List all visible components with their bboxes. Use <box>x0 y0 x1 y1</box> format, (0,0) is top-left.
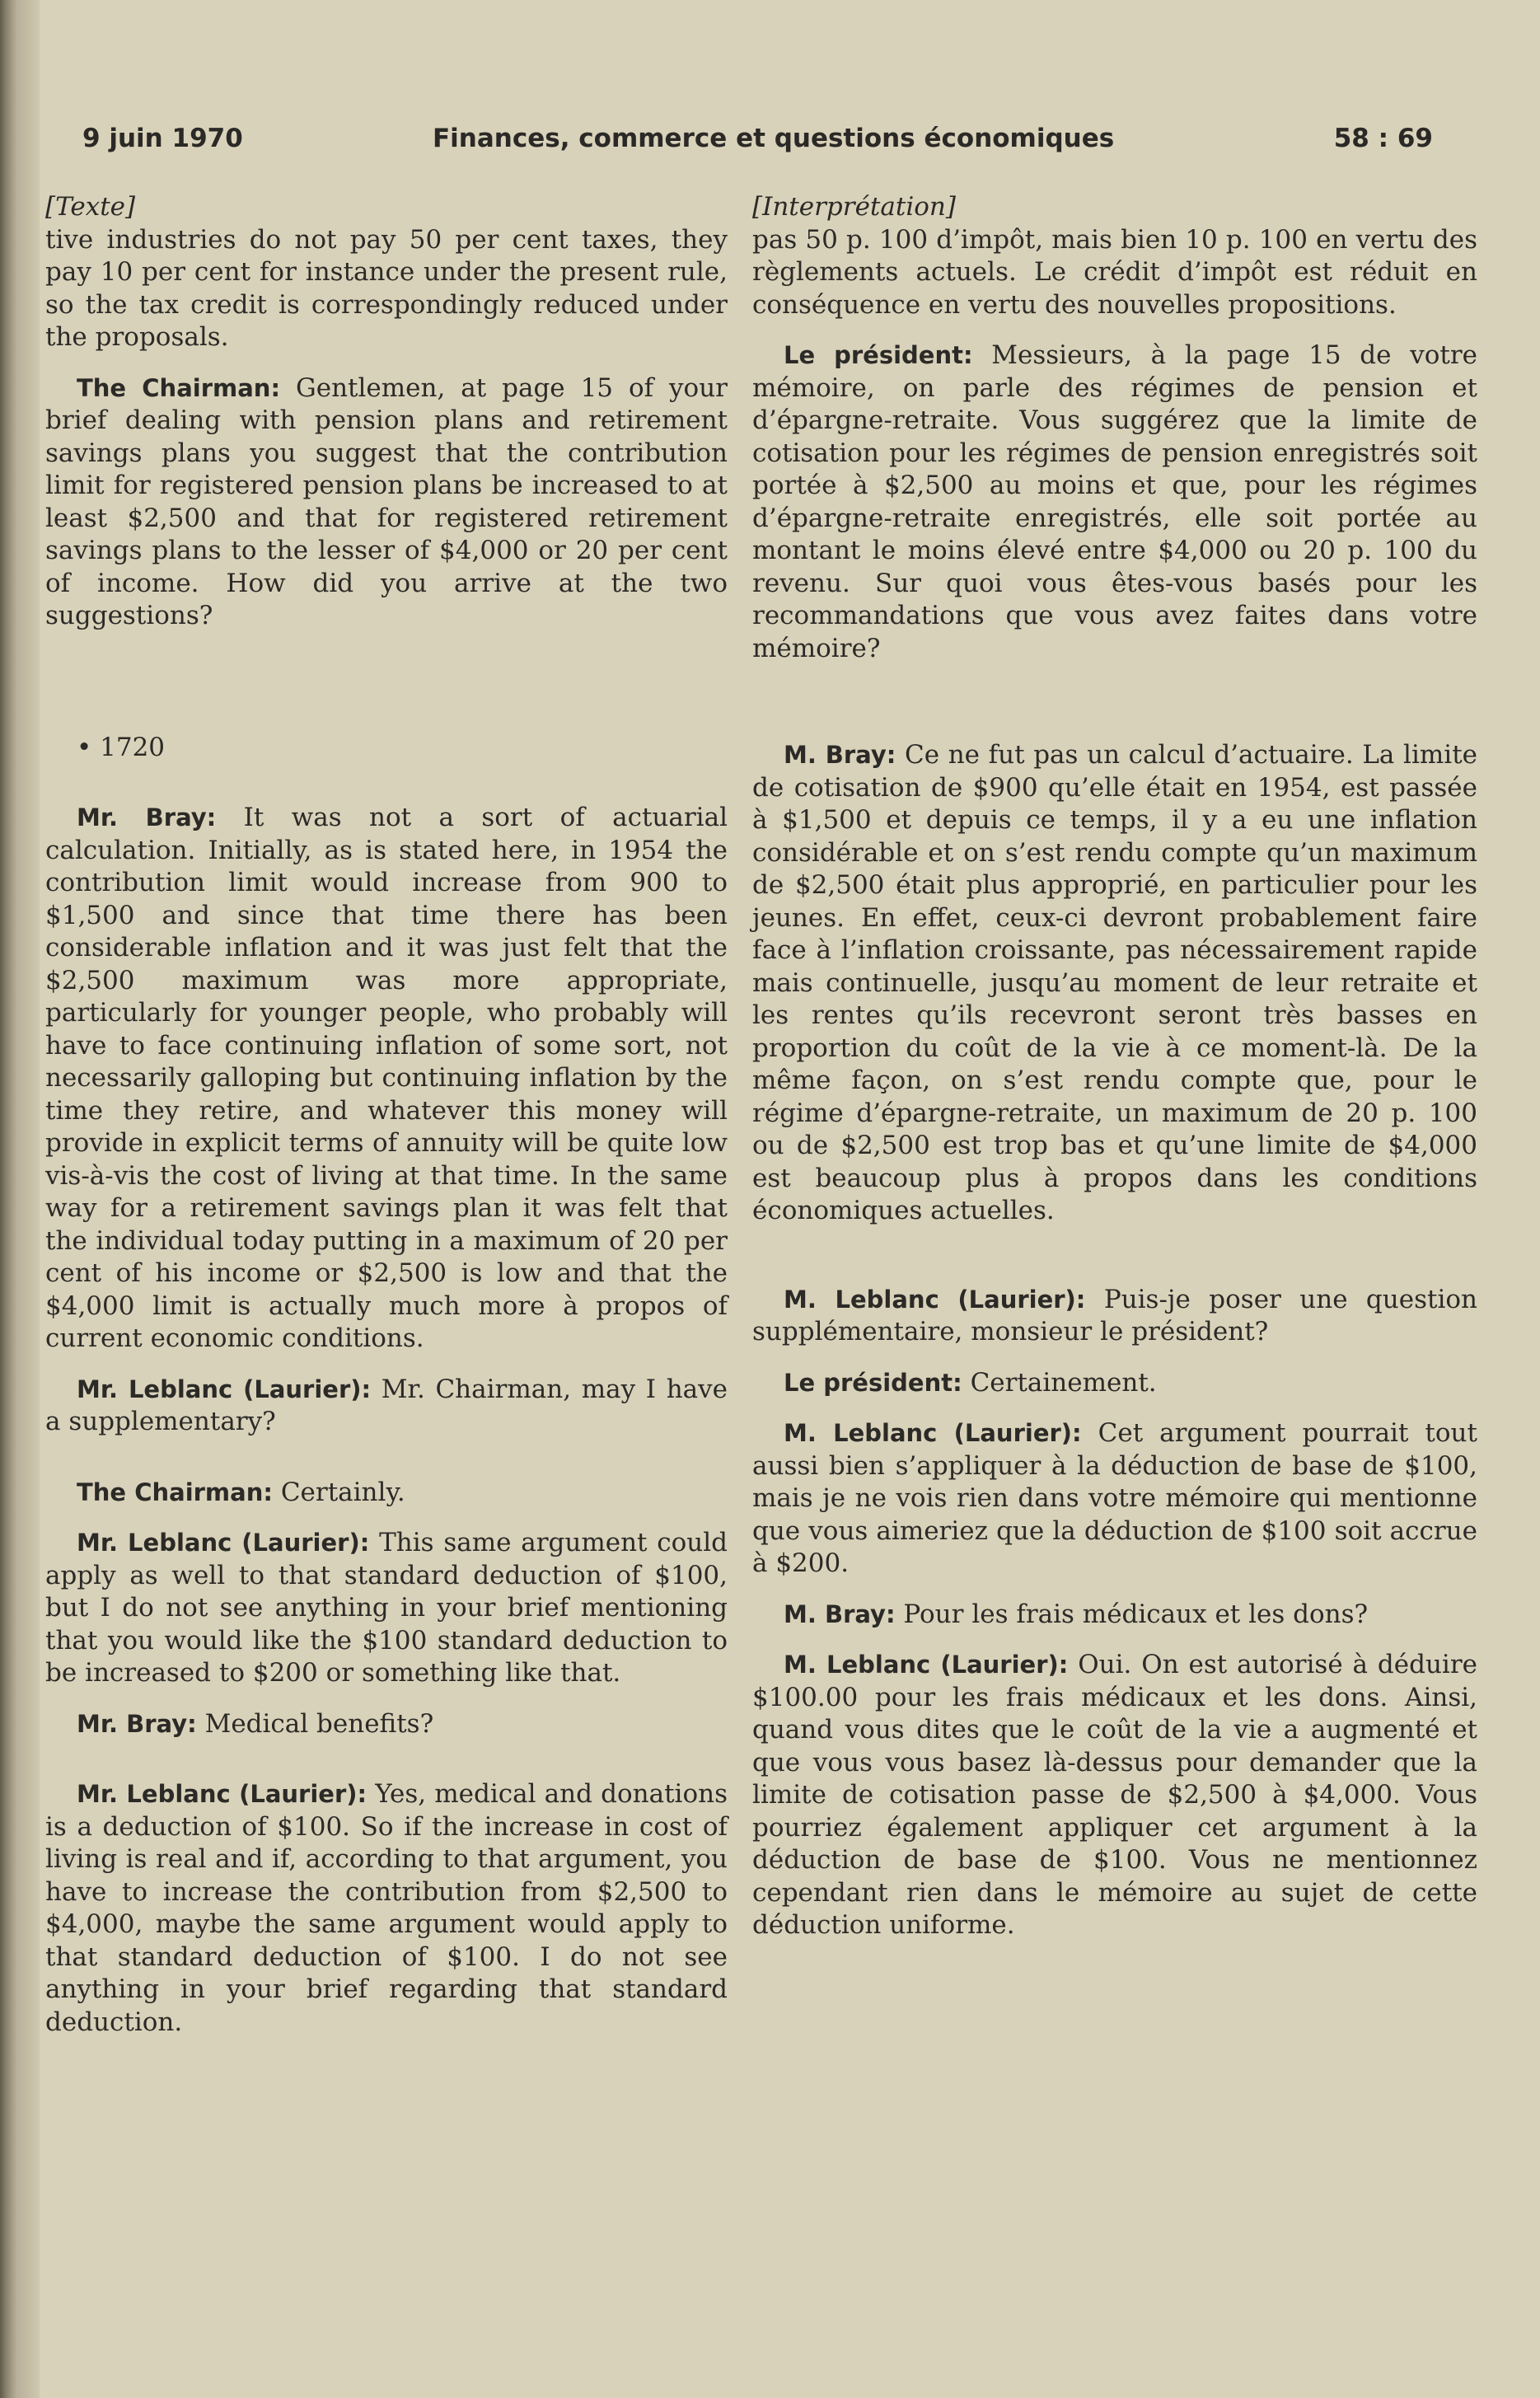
speech-text: Gentlemen, at page 15 of your brief dealing with pension plans and retirement savings plans you suggest that the contribution limit for registered pension plans be increased to at least $2,500 and that for registered retirement savings plans to the lesser of $4,000 or 20 per cent of income. How did you arrive at the two suggestions? <box>45 372 728 630</box>
speech-text: Messieurs, à la page 15 de votre mémoire, on parle des régimes de pension et d’épargne-retraite. Vous suggérez que la limite de cotisation pour les régimes de pension enregistrés soit portée à $2,500 au moins et que, pour les régimes d’épargne-retraite enregistrés, elle soit portée au montant le moins élevé entre $4,000 ou 20 p. 100 du revenu. Sur quoi vous êtes-vous basés pour les recommandations que vous avez faites dans votre mémoire? <box>752 340 1477 663</box>
speaker-name: M. Leblanc (Laurier): <box>784 1419 1082 1447</box>
french-paragraph-8 <box>752 1649 1477 1942</box>
french-column <box>752 191 1477 1960</box>
english-paragraph-1: tive industries do not pay 50 per cent taxes, they pay 10 per cent for instance under the present rule, so the tax credit is correspondingly reduced under the proposals. <box>45 224 728 352</box>
french-paragraph-1: pas 50 p. 100 d’impôt, mais bien 10 p. 100 en vertu des règlements actuels. Le crédit d’impôt est réduit en conséquence en vertu des nouvelles propositions. <box>752 224 1477 320</box>
speaker-name: Mr. Bray: <box>77 803 217 831</box>
speaker-name: M. Bray: <box>784 1599 896 1628</box>
english-paragraph-2 <box>45 372 728 633</box>
speaker-name: M. Bray: <box>784 741 896 769</box>
french-paragraph-2 <box>752 340 1477 665</box>
english-column-label: [Texte] <box>45 192 136 222</box>
time-marker: • 1720 <box>77 732 166 762</box>
speech-text: Certainement. <box>962 1367 1157 1398</box>
speech-text: Mr. Chairman, may I have a supplementary? <box>45 1374 728 1436</box>
speaker-name: Mr. Leblanc (Laurier): <box>77 1529 370 1557</box>
page-header <box>82 124 1433 165</box>
english-column <box>45 191 728 2057</box>
english-paragraph-5 <box>45 1477 728 1510</box>
book-spine-edge <box>0 0 40 2398</box>
french-paragraph-7 <box>752 1599 1477 1632</box>
speaker-name: Le président: <box>784 1368 962 1397</box>
speech-text: Medical benefits? <box>196 1708 434 1739</box>
french-paragraph-5 <box>752 1367 1477 1400</box>
speech-text: Certainly. <box>272 1477 405 1507</box>
speech-text: This same argument could apply as well to that standard deduction of $100, but I do not see anything in your brief mentioning that you would like the $100 standard deduction to be increased to $200 or something like that. <box>45 1528 728 1688</box>
english-paragraph-8 <box>45 1778 728 2039</box>
speech-text: Ce ne fut pas un calcul d’actuaire. La limite de cotisation de $900 qu’elle était en 1954, est passée à $1,500 et depuis ce temps, il y a eu une inflation considérable et on s’est rendu compte qu’un maximum de $2,500 était plus approprié, en particulier pour les jeunes. En effet, ceux-ci devront probablement faire face à l’inflation croissante, pas nécessairement rapide mais continuelle, jusqu’au moment de leur retraite et les rentes qu’ils recevront seront très basses en proportion du coût de la vie à ce moment-là. De la même façon, on s’est rendu compte que, pour le régime d’épargne-retraite, un maximum de 20 p. 100 ou de $2,500 est trop bas et qu’une limite de $4,000 est beaucoup plus à propos dans les conditions économiques actuelles. <box>752 740 1478 1225</box>
speaker-name: M. Leblanc (Laurier): <box>784 1651 1069 1679</box>
header-title: Finances, commerce et questions économiques <box>433 124 1115 153</box>
english-paragraph-7 <box>45 1708 728 1741</box>
speaker-name: The Chairman: <box>77 1478 273 1506</box>
document-page <box>40 0 1540 2398</box>
speech-text: Yes, medical and donations is a deduction of $100. So if the increase in cost of living is real and if, according to that argument, you have to increase the contribution from $2,500 to $4,000, maybe the same argument would apply to that standard deduction of $100. I do not see anything in your brief regarding that standard deduction. <box>45 1779 728 2037</box>
header-page-number: 58 : 69 <box>1333 124 1433 153</box>
english-paragraph-6 <box>45 1527 728 1690</box>
speaker-name: Mr. Leblanc (Laurier): <box>77 1375 372 1403</box>
french-paragraph-6 <box>752 1417 1477 1581</box>
french-column-label: [Interprétation] <box>752 192 956 222</box>
speaker-name: Le président: <box>784 341 973 369</box>
header-date: 9 juin 1970 <box>82 124 243 153</box>
speaker-name: Mr. Leblanc (Laurier): <box>77 1780 367 1808</box>
speaker-name: M. Leblanc (Laurier): <box>784 1285 1086 1314</box>
english-paragraph-4 <box>45 1374 728 1439</box>
speech-text: It was not a sort of actuarial calculation. Initially, as is stated here, in 1954 the contribution limit would increase from 900 to $1,500 and since that time there has been considerable inflation and it was just felt that the $2,500 maximum was more appropriate, particularly for younger people, who probably will have to face continuing inflation of some sort, not necessarily galloping but continuing inflation by the time they retire, and whatever this money will provide in explicit terms of annuity will be quite low vis-à-vis the cost of living at that time. In the same way for a retirement savings plan it was felt that the individual today putting in a maximum of 20 per cent of his income or $2,500 is low and that the $4,000 limit is actually much more à propos of current economic conditions. <box>45 803 728 1353</box>
speech-text: Puis-je poser une question supplémentaire, monsieur le président? <box>752 1284 1477 1347</box>
speech-text: Oui. On est autorisé à déduire $100.00 pour les frais médicaux et les dons. Ainsi, quand vous dites que le coût de la vie a augmenté et que vous vous basez là-dessus pour demander que la limite de cotisation passe de $2,500 à $4,000. Vous pourriez également appliquer cet argument à la déduction de base de $100. Vous ne mentionnez cependant rien dans le mémoire au sujet de cette déduction uniforme. <box>752 1650 1477 1940</box>
speech-text: Cet argument pourrait tout aussi bien s’appliquer à la déduction de base de $100, mais je ne vois rien dans votre mémoire qui mentionne que vous aimeriez que la déduction de $100 soit accrue à $200. <box>752 1418 1477 1578</box>
speaker-name: The Chairman: <box>77 373 281 402</box>
speech-text: Pour les frais médicaux et les dons? <box>895 1599 1369 1629</box>
english-paragraph-3 <box>45 802 728 1356</box>
speaker-name: Mr. Bray: <box>77 1709 197 1738</box>
french-paragraph-3 <box>752 739 1477 1228</box>
french-paragraph-4 <box>752 1284 1477 1349</box>
